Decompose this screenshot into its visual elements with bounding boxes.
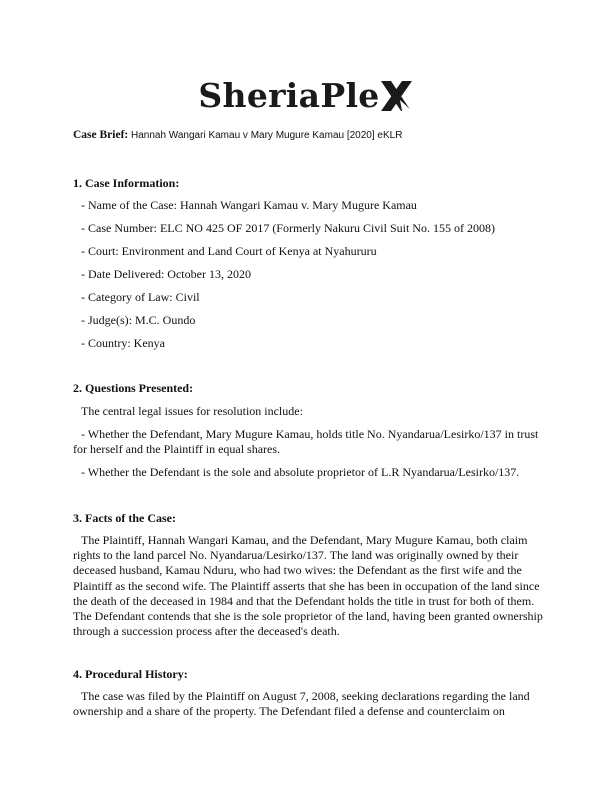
section-heading-questions: 2. Questions Presented: (73, 381, 194, 395)
section-heading-case-information: 1. Case Information: (73, 176, 180, 190)
case-brief-label: Case Brief: (73, 129, 129, 141)
question-item: - Whether the Defendant is the sole and absolute proprietor of L.R Nyandarua/Lesirko/137. (81, 465, 520, 479)
info-country: - Country: Kenya (81, 336, 165, 350)
info-date-delivered: - Date Delivered: October 13, 2020 (81, 267, 251, 281)
info-case-number: - Case Number: ELC NO 425 OF 2017 (Formerly Nakuru Civil Suit No. 155 of 2008) (81, 221, 495, 235)
case-brief-title: Hannah Wangari Kamau v Mary Mugure Kamau [2020] eKLR (131, 130, 403, 141)
question-item: - Whether the Defendant, Mary Mugure Kamau, holds title No. Nyandarua/Lesirko/137 in trust for herself and the Plaintiff in equal shares. (73, 427, 539, 457)
sheriaplex-logo (0, 76, 612, 120)
facts-paragraph: The Plaintiff, Hannah Wangari Kamau, and the Defendant, Mary Mugure Kamau, both claim rights to the land parcel No. Nyandarua/Lesirko/137. The land was originally owned by their deceased husband, Kamau Nduru, who had two wives: the Defendant as the first wife and the Plaintiff as the second wife. The Plaintiff asserts that she has been in occupation of the land since the death of the deceased in 1984 and that the Defendant holds the title in trust for both of them. The Defendant contends that she is the sole proprietor of the land, having been granted ownership through a succession process after the deceased's death. (73, 533, 543, 639)
questions-intro: The central legal issues for resolution include: (81, 404, 303, 418)
info-judges: - Judge(s): M.C. Oundo (81, 313, 196, 327)
info-case-name: - Name of the Case: Hannah Wangari Kamau v. Mary Mugure Kamau (81, 198, 417, 212)
logo-text: SheriaPle (198, 76, 380, 115)
history-paragraph: The case was filed by the Plaintiff on August 7, 2008, seeking declarations regarding the land ownership and a share of the property. The Defendant filed a defense and counterclaim on (73, 689, 530, 719)
x-mark-icon (378, 79, 414, 113)
info-court: - Court: Environment and Land Court of Kenya at Nyahururu (81, 244, 377, 258)
section-heading-facts: 3. Facts of the Case: (73, 511, 176, 525)
section-heading-procedural-history: 4. Procedural History: (73, 667, 188, 681)
info-category: - Category of Law: Civil (81, 290, 200, 304)
case-brief (73, 129, 402, 141)
